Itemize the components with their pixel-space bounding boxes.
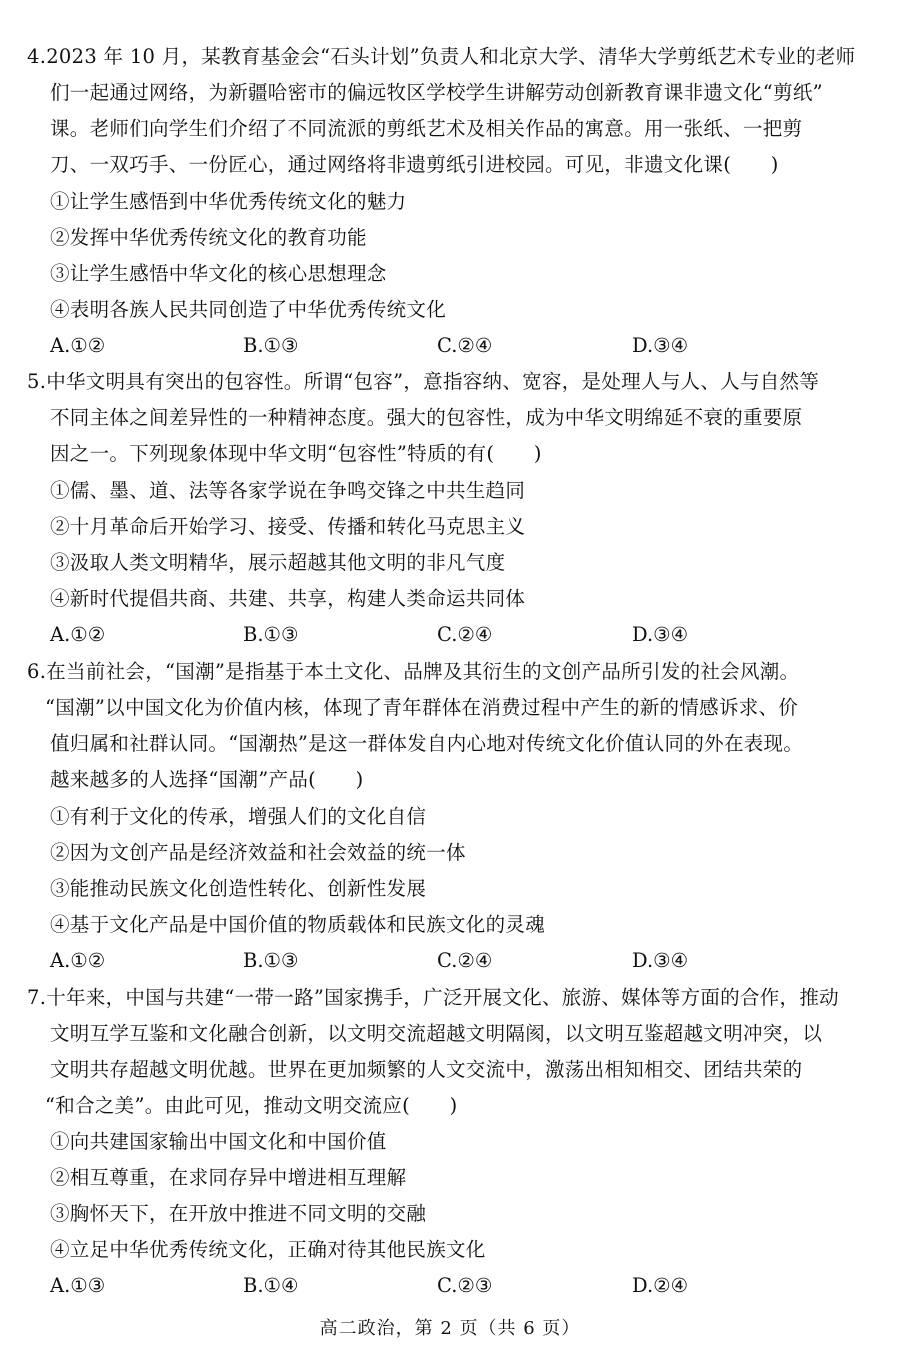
question-6-choice-c: C.②④	[437, 949, 493, 972]
question-5-choice-d: D.③④	[632, 623, 689, 646]
question-7-stem-line: 文明共存超越文明优越。世界在更加频繁的人文交流中，激荡出相知相交、团结共荣的	[50, 1058, 803, 1081]
page-footer: 高二政治，第 2 页（共 6 页）	[319, 1318, 581, 1339]
question-7-choice-b: B.①④	[243, 1274, 299, 1297]
question-6-stem-line: 值归属和社群认同。“国潮热”是这一群体发自内心地对传统文化价值认同的外在表现。	[50, 732, 804, 755]
question-7-choice-d: D.②④	[632, 1274, 689, 1297]
question-5-option-4: ④新时代提倡共商、共建、共享，构建人类命运共同体	[50, 587, 526, 610]
question-4-option-4: ④表明各族人民共同创造了中华优秀传统文化	[50, 298, 447, 321]
question-6-option-1: ①有利于文化的传承，增强人们的文化自信	[50, 805, 427, 828]
question-6-stem-line: 越来越多的人选择“国潮”产品( )	[50, 768, 364, 791]
question-6-option-3: ③能推动民族文化创造性转化、创新性发展	[50, 877, 427, 900]
question-6-stem-line: 6.在当前社会，“国潮”是指基于本土文化、品牌及其衍生的文创产品所引发的社会风潮。	[27, 660, 800, 683]
question-5-option-1: ①儒、墨、道、法等各家学说在争鸣交锋之中共生趋同	[50, 479, 526, 502]
question-4-option-3: ③让学生感悟中华文化的核心思想理念	[50, 262, 387, 285]
question-7-stem-line: 7.十年来，中国与共建“一带一路”国家携手，广泛开展文化、旅游、媒体等方面的合作，推动	[27, 986, 839, 1009]
question-4-option-1: ①让学生感悟到中华优秀传统文化的魅力	[50, 190, 407, 213]
question-7-choice-a: A.①③	[50, 1274, 106, 1297]
question-7-choice-c: C.②③	[437, 1274, 493, 1297]
question-4-stem-line: 4.2023 年 10 月，某教育基金会“石头计划”负责人和北京大学、清华大学剪纸艺术专业的老师	[27, 45, 856, 68]
question-6-option-4: ④基于文化产品是中国价值的物质载体和民族文化的灵魂	[50, 913, 546, 936]
question-5-choice-b: B.①③	[243, 623, 299, 646]
question-4-stem-line: 刀、一双巧手、一份匠心，通过网络将非遗剪纸引进校园。可见，非遗文化课( )	[50, 153, 779, 176]
question-4-choice-c: C.②④	[437, 334, 493, 357]
question-7-option-4: ④立足中华优秀传统文化，正确对待其他民族文化	[50, 1238, 486, 1261]
question-7-stem-line: 文明互学互鉴和文化融合创新，以文明交流超越文明隔阂，以文明互鉴超越文明冲突，以	[50, 1022, 823, 1045]
question-7-stem-line: “和合之美”。由此可见，推动文明交流应( )	[45, 1094, 458, 1117]
question-5-stem-line: 不同主体之间差异性的一种精神态度。强大的包容性，成为中华文明绵延不衰的重要原	[50, 406, 803, 429]
question-6-choice-a: A.①②	[50, 949, 106, 972]
question-7-option-1: ①向共建国家输出中国文化和中国价值	[50, 1130, 387, 1153]
question-6-stem-line: “国潮”以中国文化为价值内核，体现了青年群体在消费过程中产生的新的情感诉求、价	[45, 696, 799, 719]
question-5-option-3: ③汲取人类文明精华，展示超越其他文明的非凡气度	[50, 551, 506, 574]
question-7-option-2: ②相互尊重，在求同存异中增进相互理解	[50, 1166, 407, 1189]
question-5-stem-line: 因之一。下列现象体现中华文明“包容性”特质的有( )	[50, 442, 542, 465]
question-6-choice-d: D.③④	[632, 949, 689, 972]
question-6-choice-b: B.①③	[243, 949, 299, 972]
question-4-stem-line: 课。老师们向学生们介绍了不同流派的剪纸艺术及相关作品的寓意。用一张纸、一把剪	[50, 117, 803, 140]
question-4-choice-b: B.①③	[243, 334, 299, 357]
question-5-choice-c: C.②④	[437, 623, 493, 646]
question-7-option-3: ③胸怀天下，在开放中推进不同文明的交融	[50, 1202, 427, 1225]
question-4-choice-d: D.③④	[632, 334, 689, 357]
question-5-stem-line: 5.中华文明具有突出的包容性。所谓“包容”，意指容纳、宽容，是处理人与人、人与自然等	[27, 370, 820, 393]
question-6-option-2: ②因为文创产品是经济效益和社会效益的统一体	[50, 841, 466, 864]
question-5-choice-a: A.①②	[50, 623, 106, 646]
question-4-stem-line: 们一起通过网络，为新疆哈密市的偏远牧区学校学生讲解劳动创新教育课非遗文化“剪纸”	[50, 81, 823, 104]
question-4-choice-a: A.①②	[50, 334, 106, 357]
question-5-option-2: ②十月革命后开始学习、接受、传播和转化马克思主义	[50, 515, 526, 538]
question-4-option-2: ②发挥中华优秀传统文化的教育功能	[50, 226, 367, 249]
